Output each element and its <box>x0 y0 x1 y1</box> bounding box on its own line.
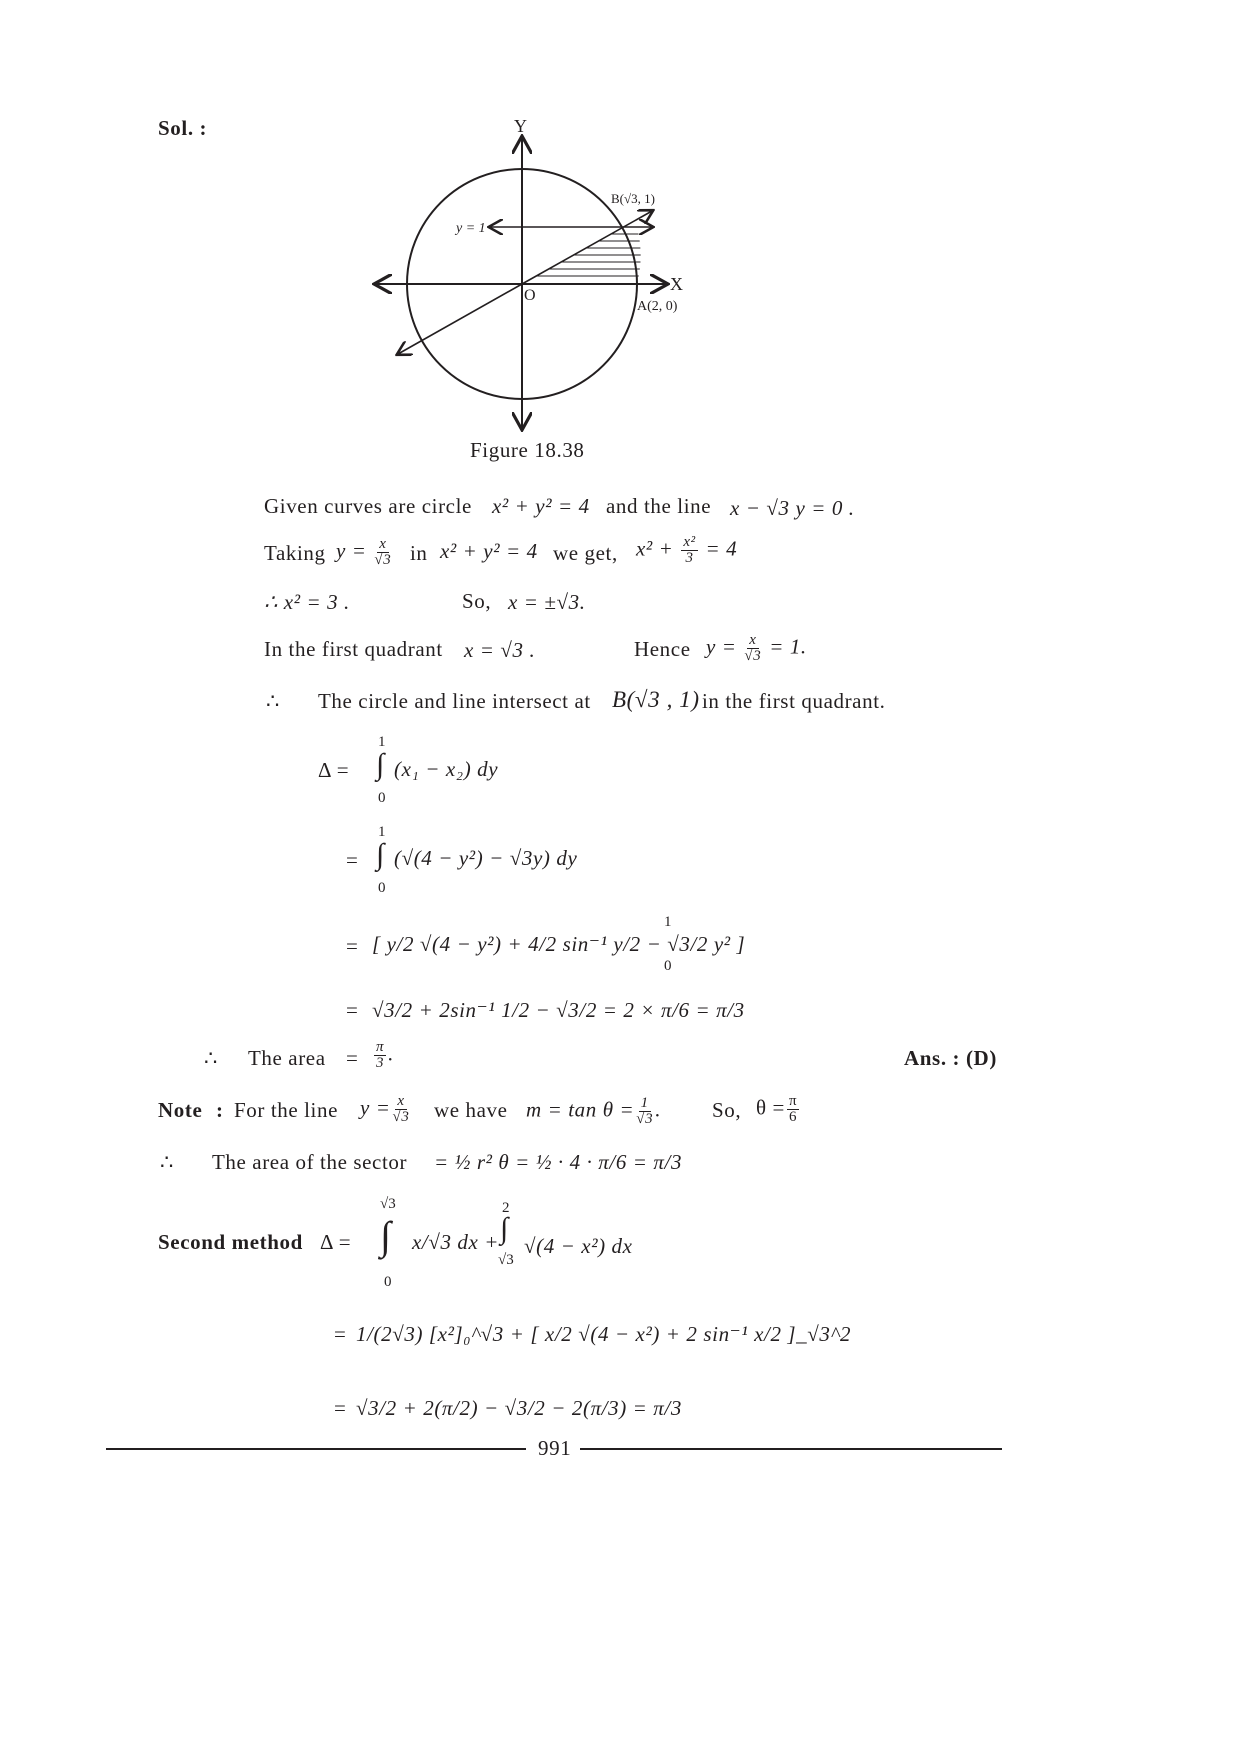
p4-eq2-b: = 1. <box>769 634 807 659</box>
note-theta-text: θ = <box>756 1095 785 1120</box>
note-eq1: y = $\frac{x}{√3}$ <box>360 1093 410 1125</box>
sint1-lower: 0 <box>384 1274 392 1290</box>
int1-body: (x₁ − x₂) dy <box>394 757 499 781</box>
eq2-equals: = <box>346 848 359 872</box>
shaded-region <box>520 227 650 276</box>
p2-eq1 <box>336 537 393 568</box>
line-label: y = 1 <box>456 221 486 236</box>
second-int1: x/√3 dx + <box>412 1230 500 1254</box>
line-y-x-sqrt3-lower <box>398 284 522 354</box>
note-so: So, <box>712 1098 742 1122</box>
point-b-label: B(√3, 1) <box>611 191 655 206</box>
p2-text-b: we get, <box>553 541 618 565</box>
p5-text-b: in the first quadrant. <box>702 689 886 713</box>
second-eq2-equals: = <box>334 1322 347 1346</box>
note-theta <box>756 1094 801 1125</box>
eq3-body: [ y/2 √(4 − y²) + 4/2 sin⁻¹ y/2 − √3/2 y² ] <box>372 932 746 956</box>
int2-sign: ∫ <box>376 838 385 871</box>
answer: Ans. : (D) <box>904 1046 997 1070</box>
area-eq: = <box>346 1046 359 1070</box>
fraction-x-over-root3-c: $\frac{x}{√3}$ <box>392 1093 410 1125</box>
origin-label: O <box>524 287 536 304</box>
eq3-upper: 1 <box>664 914 672 930</box>
p4-eq2 <box>706 633 807 664</box>
point-a-label: A(2, 0) <box>637 299 678 314</box>
p3-so: So, <box>462 589 492 613</box>
p3-text-a: ∴ x² = 3 . <box>264 590 350 614</box>
figure-caption: Figure 18.38 <box>470 438 585 462</box>
area-text: The area <box>248 1046 326 1070</box>
note-eq2-text: m = tan θ = <box>526 1097 635 1122</box>
y-axis-label: Y <box>514 116 527 136</box>
note-colon: : <box>216 1098 224 1122</box>
x-axis-label: X <box>670 274 683 294</box>
footer-rule-right <box>580 1448 1002 1450</box>
eq3-lower: 0 <box>664 958 672 974</box>
p1-text-b: and the line <box>606 494 712 518</box>
sector-therefore: ∴ <box>160 1150 174 1174</box>
eq3-equals: = <box>346 934 359 958</box>
p2-eq1-lhs: y = <box>336 538 367 563</box>
p2-eq2: x² + y² = 4 <box>440 539 538 563</box>
sint1-sign: ∫ <box>380 1213 391 1258</box>
p4-eq: x = √3 . <box>464 638 536 662</box>
area-value: $\frac{\pi}{3}$ . <box>376 1039 394 1071</box>
fraction-pi-over-3: $\frac{\pi}{3}$ <box>376 1039 385 1071</box>
sint2-upper: 2 <box>502 1200 510 1216</box>
p1-eq2: x − √3 y = 0 . <box>730 496 855 520</box>
second-delta: Δ = <box>320 1230 352 1254</box>
p5-eq: B(√3 , 1) <box>612 687 700 712</box>
p1-eq1: x² + y² = 4 <box>492 494 590 518</box>
p2-text-a: Taking <box>264 541 326 565</box>
sint2-sign: ∫ <box>500 1212 509 1245</box>
int1-upper: 1 <box>378 734 386 750</box>
fraction-x-over-root3: $\frac{x}{√3}$ <box>374 536 392 568</box>
p5-text-a: The circle and line intersect at <box>318 689 591 713</box>
p5-therefore: ∴ <box>266 689 280 713</box>
second-eq3-equals: = <box>334 1396 347 1420</box>
int2-lower: 0 <box>378 880 386 896</box>
int1-lower: 0 <box>378 790 386 806</box>
int2-upper: 1 <box>378 824 386 840</box>
int1-sign: ∫ <box>376 748 385 781</box>
fraction-x-over-root3-b: $\frac{x}{√3}$ <box>744 632 762 664</box>
p2-eq3-b: = 4 <box>705 536 738 561</box>
fraction-x2-over-3: $\frac{\text{x²}}{3}$ <box>683 534 696 566</box>
int2-body: (√(4 − y²) − √3y) dy <box>394 846 578 870</box>
second-int2: √(4 − x²) dx <box>524 1234 633 1258</box>
sint2-lower: √3 <box>498 1252 514 1268</box>
sector-eq: = ½ r² θ = ½ · 4 · π/6 = π/3 <box>434 1150 683 1174</box>
p4-eq2-a: y = <box>706 634 737 659</box>
sector-text: The area of the sector <box>212 1150 408 1174</box>
page-number: 991 <box>538 1436 572 1460</box>
fraction-1-over-root3: $\frac{1}{√3}$ <box>636 1095 654 1127</box>
eq4-equals: = <box>346 998 359 1022</box>
fraction-pi-over-6: $\frac{\pi}{6}$ <box>788 1093 798 1125</box>
p1-text-a: Given curves are circle <box>264 494 472 518</box>
note-text-a: For the line <box>234 1098 339 1122</box>
p4-hence: Hence <box>634 637 691 661</box>
note-eq2: m = tan θ = $\frac{1}{√3}$ . <box>526 1095 662 1127</box>
second-method-label: Second method <box>158 1230 303 1254</box>
second-eq2: 1/(2√3) [x²]₀^√3 + [ x/2 √(4 − x²) + 2 sin⁻¹ x/2 ]_√3^2 <box>356 1322 852 1346</box>
delta-eq: Δ = <box>318 758 350 782</box>
footer-rule-left <box>106 1448 526 1450</box>
sol-label: Sol. : <box>158 116 208 140</box>
eq4-body: √3/2 + 2sin⁻¹ 1/2 − √3/2 = 2 × π/6 = π/3 <box>372 998 745 1022</box>
p2-eq3-a: x² + <box>636 536 674 561</box>
p2-eq3 <box>636 535 737 566</box>
p4-text-a: In the first quadrant <box>264 637 443 661</box>
sint1-upper: √3 <box>380 1196 396 1212</box>
second-eq3: √3/2 + 2(π/2) − √3/2 − 2(π/3) = π/3 <box>356 1396 682 1420</box>
figure-18-38 <box>360 110 700 435</box>
note-text-b: we have <box>434 1098 508 1122</box>
p3-eq: x = ±√3. <box>508 590 586 614</box>
note-label: Note <box>158 1098 203 1122</box>
p2-in: in <box>410 541 428 565</box>
area-therefore: ∴ <box>204 1046 218 1070</box>
